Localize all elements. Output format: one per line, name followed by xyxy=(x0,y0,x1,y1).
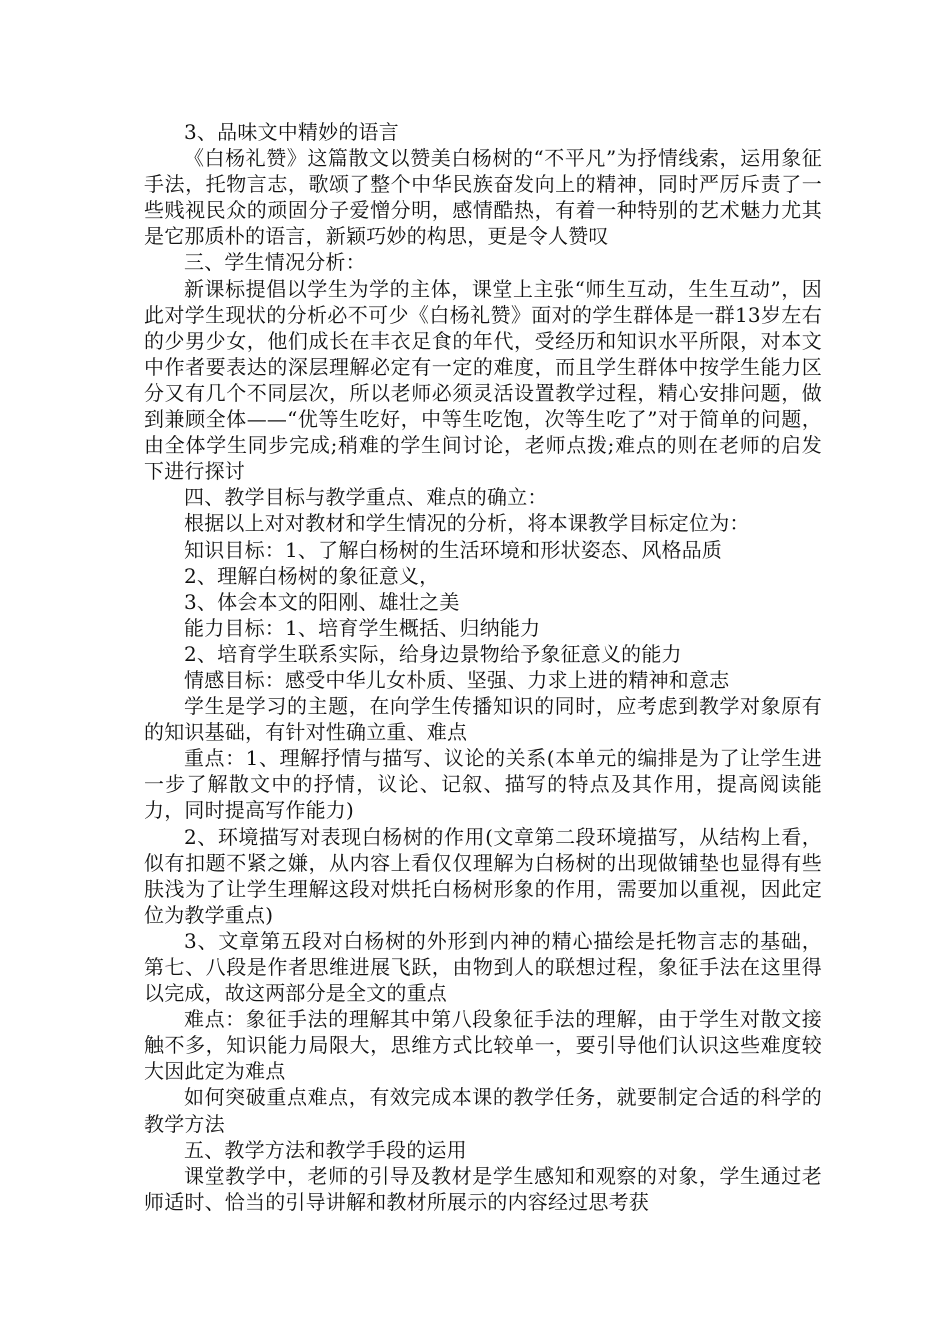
paragraph-student-subject: 学生是学习的主题，在向学生传播知识的同时，应考虑到教学对象原有的知识基础，有针对性确立重、难点 xyxy=(144,694,822,745)
paragraph-goals-intro: 根据以上对对教材和学生情况的分析，将本课教学目标定位为： xyxy=(184,511,750,536)
paragraph-method-intro: 如何突破重点难点，有效完成本课的教学任务，就要制定合适的科学的教学方法 xyxy=(144,1085,822,1136)
paragraph-essay-summary: 《白杨礼赞》这篇散文以赞美白杨树的“不平凡”为抒情线索，运用象征手法，托物言志，歌颂了整个中华民族奋发向上的精神，同时严厉斥责了一些贱视民众的顽固分子爱憎分明，感情酷热，有着一种特别的艺术魅力尤其是它那质朴的语言，新颖巧妙的构思，更是令人赞叹 xyxy=(144,146,822,249)
paragraph-key-point-3: 3、文章第五段对白杨树的外形到内神的精心描绘是托物言志的基础，第七、八段是作者思维进展飞跃，由物到人的联想过程，象征手法在这里得以完成，故这两部分是全文的重点 xyxy=(144,928,822,1006)
paragraph-classroom-teaching: 课堂教学中，老师的引导及教材是学生感知和观察的对象，学生通过老师适时、恰当的引导讲解和教材所展示的内容经过思考获 xyxy=(144,1163,822,1214)
paragraph-ability-goal-2: 2、培育学生联系实际，给身边景物给予象征意义的能力 xyxy=(184,641,682,666)
paragraph-emotion-goal: 情感目标：感受中华儿女朴质、坚强、力求上进的精神和意志 xyxy=(184,667,730,692)
paragraph-key-point-2: 2、环境描写对表现白杨树的作用(文章第二段环境描写，从结构上看，似有扣题不紧之嫌，从内容上看仅仅理解为白杨树的出现做铺垫也显得有些肤浅为了让学生理解这段对烘托白杨树形象的作用，需要加以重视，因此定位为教学重点) xyxy=(144,824,822,927)
paragraph-key-point-1: 重点：1、理解抒情与描写、议论的关系(本单元的编排是为了让学生进一步了解散文中的抒情，议论、记叙、描写的特点及其作用，提高阅读能力，同时提高写作能力) xyxy=(144,746,822,823)
paragraph-knowledge-goal-2: 2、理解白杨树的象征意义， xyxy=(184,563,440,588)
section-heading-teaching-goals: 四、教学目标与教学重点、难点的确立： xyxy=(184,485,548,510)
paragraph-ability-goal-1: 能力目标：1、培育学生概括、归纳能力 xyxy=(184,615,541,640)
paragraph-student-analysis: 新课标提倡以学生为学的主体，课堂上主张“师生互动，生生互动”，因此对学生现状的分析必不可少《白杨礼赞》面对的学生群体是一群13岁左右的少男少女，他们成长在丰衣足食的年代，受经历和知识水平所限，对本文中作者要表达的深层理解必定有一定的难度，而且学生群体中按学生能力区分又有几个不同层次，所以老师必须灵活设置教学过程，精心安排问题，做到兼顾全体——“优等生吃好，中等生吃饱，次等生吃了”对于简单的问题，由全体学生同步完成;稍难的学生间讨论，老师点拨;难点的则在老师的启发下进行探讨 xyxy=(144,276,822,484)
section-heading-teaching-methods: 五、教学方法和教学手段的运用 xyxy=(184,1137,467,1162)
document-body xyxy=(144,119,822,1215)
section-heading-student-analysis: 三、学生情况分析： xyxy=(184,250,366,275)
paragraph-knowledge-goal-3: 3、体会本文的阳刚、雄壮之美 xyxy=(184,589,460,614)
paragraph-knowledge-goal-1: 知识目标：1、了解白杨树的生活环境和形状姿态、风格品质 xyxy=(184,537,723,562)
paragraph-language-appreciation-heading: 3、品味文中精妙的语言 xyxy=(184,120,399,144)
paragraph-difficulty: 难点：象征手法的理解其中第八段象征手法的理解，由于学生对散文接触不多，知识能力局限大，思维方式比较单一，要引导他们认识这些难度较大因此定为难点 xyxy=(144,1007,822,1084)
